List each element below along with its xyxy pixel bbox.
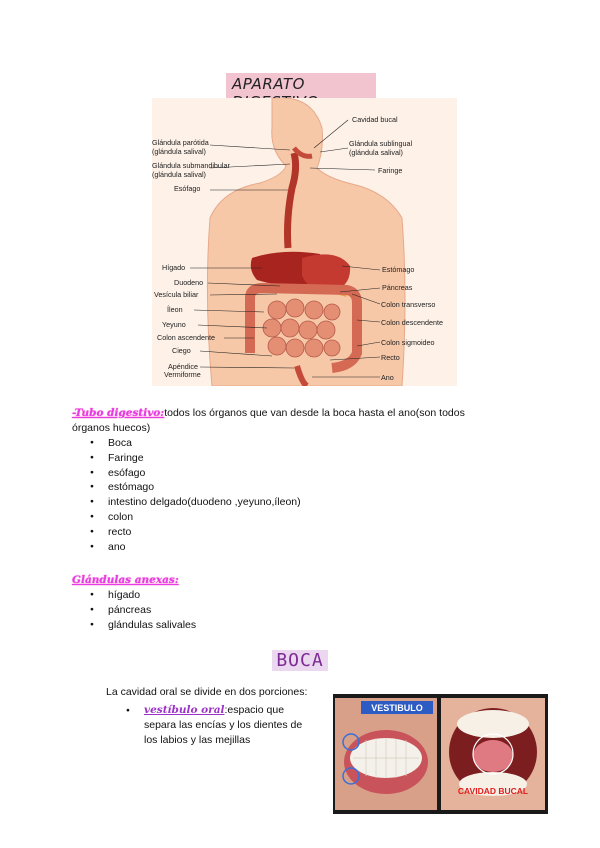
- label-duodeno: Duodeno: [174, 278, 204, 287]
- list-item: ● páncreas: [72, 603, 372, 618]
- label-faringe: Faringe: [378, 166, 403, 175]
- boca-title: BOCA: [272, 650, 327, 671]
- glandulas-anexas-section: [72, 573, 372, 632]
- label-pancreas: Páncreas: [382, 283, 413, 292]
- list-item: ● recto: [72, 525, 542, 540]
- label-glandula-salival-1: (glándula salival): [152, 147, 206, 156]
- page-title-wrap: [226, 73, 376, 97]
- tubo-digestivo-text-2: órganos huecos): [72, 422, 151, 434]
- label-cavidad-bucal: Cavidad bucal: [352, 115, 398, 124]
- label-yeyuno: Yeyuno: [162, 320, 186, 329]
- vestibulo-oral-paragraph: [126, 703, 316, 748]
- label-vermiforme: Vermiforme: [164, 370, 201, 379]
- tubo-digestivo-list: [72, 436, 542, 554]
- boca-title-wrap: [0, 650, 600, 671]
- vestibulo-oral-text: :espacio que separa las encías y los dientes de los labios y las mejillas: [144, 704, 303, 746]
- list-item: ● Faringe: [72, 451, 542, 466]
- label-ileon: Íleon: [167, 305, 183, 314]
- list-item: ● esófago: [72, 466, 542, 481]
- tubo-digestivo-text: todos los órganos que van desde la boca hasta el ano(son todos: [164, 407, 465, 419]
- label-esofago: Esófago: [174, 184, 201, 193]
- label-recto: Recto: [381, 353, 400, 362]
- tubo-digestivo-heading: -Tubo digestivo:: [72, 407, 165, 419]
- label-estomago: Estómago: [382, 265, 415, 274]
- vestibulo-oral-item: [126, 703, 316, 748]
- glandulas-anexas-heading: Glándulas anexas:: [72, 574, 179, 586]
- glandulas-anexas-list: [72, 588, 372, 632]
- label-glandula-sublingual: Glándula sublingual: [349, 139, 413, 148]
- bullet-icon: ●: [126, 707, 130, 714]
- mouth-photos: [333, 694, 548, 814]
- list-item: ● Boca: [72, 436, 542, 451]
- label-colon-sigmoideo: Colon sigmoideo: [381, 338, 435, 347]
- cavidad-bucal-photo-label: CAVIDAD BUCAL: [457, 786, 529, 796]
- label-apendice: Apéndice: [168, 362, 198, 371]
- label-colon-transverso: Colon transverso: [381, 300, 436, 309]
- digestive-system-diagram: [152, 98, 457, 386]
- list-item: ● estómago: [72, 480, 542, 495]
- label-ano: Ano: [381, 373, 394, 382]
- label-glandula-salival-3: (glándula salival): [349, 148, 403, 157]
- list-item: ● glándulas salivales: [72, 618, 372, 633]
- vestibulo-photo-label: VESTIBULO: [371, 703, 423, 713]
- label-vesicula-biliar: Vesícula biliar: [154, 290, 199, 299]
- label-glandula-submandibular: Glándula submandibular: [152, 161, 230, 170]
- list-item: ● hígado: [72, 588, 372, 603]
- label-colon-descendente: Colon descendente: [381, 318, 443, 327]
- label-colon-ascendente: Colon ascendente: [157, 333, 215, 342]
- page-title: APARATO: [226, 73, 376, 113]
- label-higado: Hígado: [162, 263, 186, 272]
- list-item: ● intestino delgado(duodeno ,yeyuno,íleon): [72, 495, 542, 510]
- boca-intro: La cavidad oral se divide en dos porciones:: [106, 686, 308, 698]
- list-item: ● ano: [72, 540, 542, 555]
- vestibulo-oral-term: vestíbulo oral: [144, 704, 225, 716]
- label-glandula-parotida: Glándula parótida: [152, 138, 209, 147]
- tubo-digestivo-section: [72, 406, 542, 554]
- label-glandula-salival-2: (glándula salival): [152, 170, 206, 179]
- list-item: ● colon: [72, 510, 542, 525]
- label-ciego: Ciego: [172, 346, 191, 355]
- tubo-digestivo-paragraph: [72, 406, 542, 421]
